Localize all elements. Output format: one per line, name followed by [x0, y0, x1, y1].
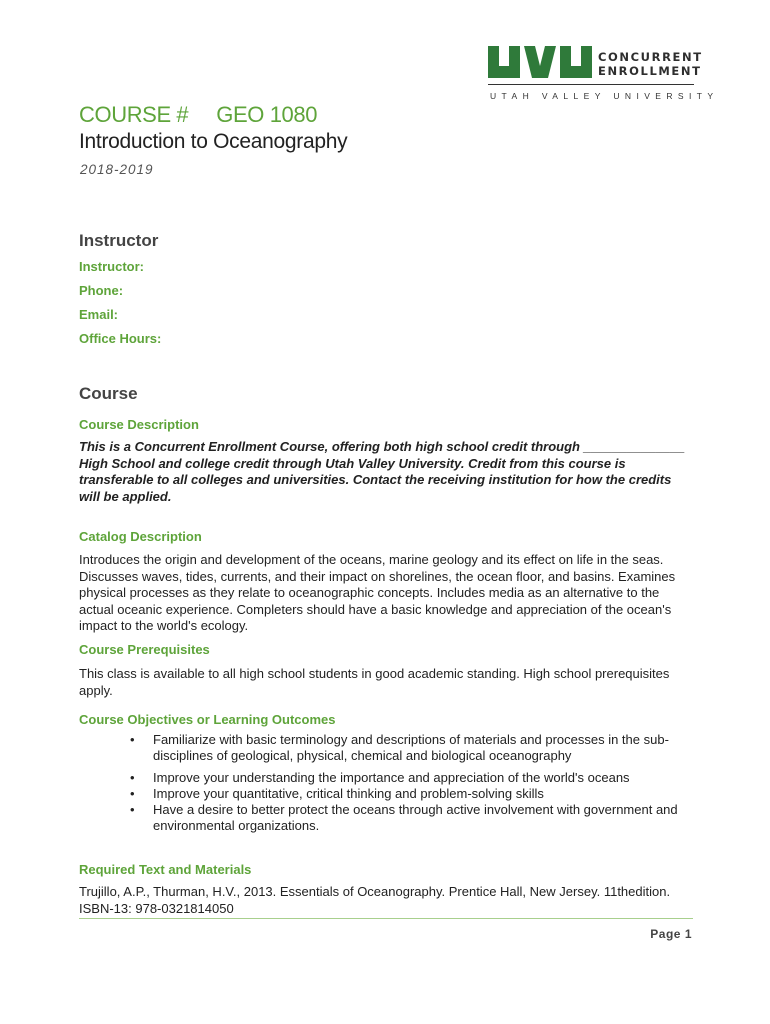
course-objectives-heading: Course Objectives or Learning Outcomes	[79, 712, 336, 727]
logo-line-1: CONCURRENT	[598, 50, 703, 64]
uvu-concurrent-enrollment-logo	[488, 44, 719, 104]
objectives-list	[79, 732, 694, 834]
page-number: Page 1	[650, 927, 692, 941]
course-prerequisites-heading: Course Prerequisites	[79, 642, 210, 657]
list-item: • Improve your understanding the importance and appreciation of the world's oceans	[130, 770, 630, 785]
logo-line-2: ENROLLMENT	[598, 64, 702, 78]
logo-divider	[488, 84, 694, 85]
instructor-label: Instructor:	[79, 259, 144, 274]
phone-label: Phone:	[79, 283, 124, 298]
course-description-heading: Course Description	[79, 417, 199, 432]
bullet-icon: •	[130, 732, 135, 747]
academic-year: 2018-2019	[80, 162, 154, 177]
required-materials-heading: Required Text and Materials	[79, 862, 252, 877]
course-number-heading	[79, 102, 317, 128]
university-name: UTAH VALLEY UNIVERSITY	[490, 91, 719, 101]
bullet-icon: •	[130, 802, 135, 817]
concurrent-enrollment-wordmark	[598, 50, 703, 78]
course-title: Introduction to Oceanography	[79, 130, 348, 153]
list-item: • Familiarize with basic terminology and descriptions of materials and processes in the sub-disciplines of geological, physical, chemical and biological oceanography	[130, 732, 669, 763]
bullet-icon: •	[130, 770, 135, 785]
required-materials-text: Trujillo, A.P., Thurman, H.V., 2013. Essentials of Oceanography. Prentice Hall, New Jersey. 11thedition. ISBN-13: 978-0321814050	[79, 884, 671, 916]
uvu-logo-icon	[488, 46, 592, 78]
catalog-description-heading: Catalog Description	[79, 529, 202, 544]
course-number: GEO 1080	[216, 102, 318, 127]
course-heading: Course	[79, 384, 138, 403]
list-item: • Improve your quantitative, critical thinking and problem-solving skills	[130, 786, 544, 801]
catalog-description-text: Introduces the origin and development of the oceans, marine geology and its effect on life in the seas. Discusses waves, tides, currents, and their impact on shorelines, the ocean floor, and basins. Examines physical processes as they relate to oceanographic concepts. Includes media as an alternative to the actual oceanic experience. Completers should have a basic knowledge and appreciation of the ocean's impact to the world's ecology.	[79, 552, 676, 633]
instructor-heading: Instructor	[79, 231, 159, 250]
email-label: Email:	[79, 307, 119, 322]
office-hours-label: Office Hours:	[79, 331, 162, 346]
course-prerequisites-text: This class is available to all high school students in good academic standing. High school prerequisites apply.	[79, 666, 670, 698]
course-description-text: This is a Concurrent Enrollment Course, offering both high school credit through ______________ High School and college credit through Utah Valley University. Credit from this course is transferable to all colleges and universities. Contact the receiving institution for how the credits will be applied.	[79, 439, 685, 504]
list-item: • Have a desire to better protect the oceans through active involvement with government and environmental organizations.	[130, 802, 678, 833]
course-label: COURSE #	[79, 102, 189, 127]
footer-divider	[79, 918, 693, 919]
bullet-icon: •	[130, 786, 135, 801]
